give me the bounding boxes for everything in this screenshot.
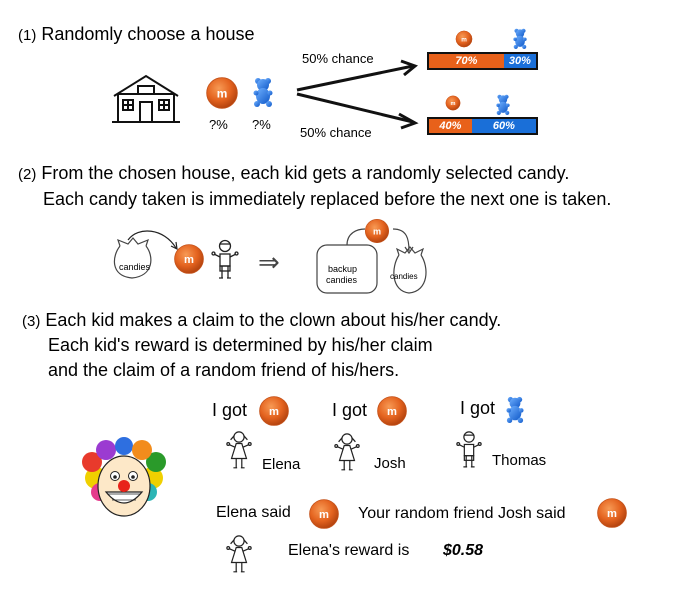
- step1-number: (1): [18, 27, 37, 44]
- m-candy-icon: [596, 497, 628, 529]
- m-candy-icon: [173, 243, 205, 275]
- bag-label: candies: [119, 262, 151, 272]
- clown-icon: [82, 440, 166, 526]
- backup-label-line1: backup: [328, 264, 358, 274]
- backup-label-line2: candies: [326, 275, 358, 285]
- claim-thomas-text: I got: [460, 398, 496, 418]
- gummy-bear-icon: [513, 28, 527, 49]
- gummy-bear-icon: [496, 94, 510, 115]
- friend-said-text: Your random friend Josh said: [358, 505, 566, 522]
- step2-line1-text: From the chosen house, each kid gets a randomly selected candy.: [41, 163, 570, 183]
- boy-figure-icon: [455, 430, 483, 472]
- girl-figure-icon: [225, 534, 253, 576]
- house-b-m-segment: 40%: [429, 119, 472, 133]
- girl-figure-icon: [225, 430, 253, 472]
- house-a-proportion-bar: [427, 52, 538, 70]
- kid-name-elena: Elena: [262, 456, 301, 473]
- reward-value: $0.58: [443, 542, 484, 559]
- step2-line1: [18, 163, 569, 184]
- m-candy-icon: [258, 395, 290, 427]
- m-candy-icon: [364, 218, 390, 244]
- bag2-label: candies: [390, 272, 418, 281]
- elena-said-text: Elena said: [216, 504, 291, 521]
- branch-arrows: [295, 60, 425, 130]
- kid-name-josh: Josh: [374, 455, 406, 472]
- chance-bottom-label: 50% chance: [300, 125, 372, 140]
- m-candy-icon: [455, 30, 473, 48]
- girl-figure-icon: [333, 432, 361, 474]
- m-candy-icon: [308, 498, 340, 530]
- kid-figure-icon: [210, 238, 240, 284]
- step3-number: (3): [22, 313, 41, 330]
- house-a-bear-segment: 30%: [504, 54, 536, 68]
- reward-label: Elena's reward is: [288, 542, 410, 559]
- claim-elena-text: I got: [212, 400, 248, 420]
- step2-number: (2): [18, 166, 37, 183]
- house-b-proportion-bar: [427, 117, 538, 135]
- kid-name-thomas: Thomas: [492, 452, 547, 469]
- chance-top-label: 50% chance: [302, 51, 374, 66]
- claim-josh-text: I got: [332, 400, 368, 420]
- step1-heading: [18, 24, 255, 45]
- m-candy-icon: [445, 95, 461, 111]
- house-a-m-segment: 70%: [429, 54, 504, 68]
- m-candy-icon: [376, 395, 408, 427]
- step3-line1: [22, 310, 501, 331]
- implies-arrow-icon: ⇒: [258, 247, 280, 277]
- step3-line1-text: Each kid makes a claim to the clown about his/her candy.: [45, 310, 502, 330]
- step2-line2: Each candy taken is immediately replaced before the next one is taken.: [43, 189, 612, 209]
- house-b-bear-segment: 60%: [472, 119, 536, 133]
- m-candy-icon: [205, 76, 239, 110]
- gummy-bear-icon: [253, 77, 273, 107]
- unknown-m-percent: ?%: [209, 117, 228, 132]
- step3-line2: Each kid's reward is determined by his/her claim: [48, 335, 433, 355]
- candy-bag-icon: [108, 232, 178, 282]
- gummy-bear-icon: [506, 396, 524, 423]
- house-icon: [110, 72, 182, 124]
- unknown-bear-percent: ?%: [252, 117, 271, 132]
- step1-title: Randomly choose a house: [41, 24, 255, 44]
- step3-line3: and the claim of a random friend of his/hers.: [48, 360, 400, 380]
